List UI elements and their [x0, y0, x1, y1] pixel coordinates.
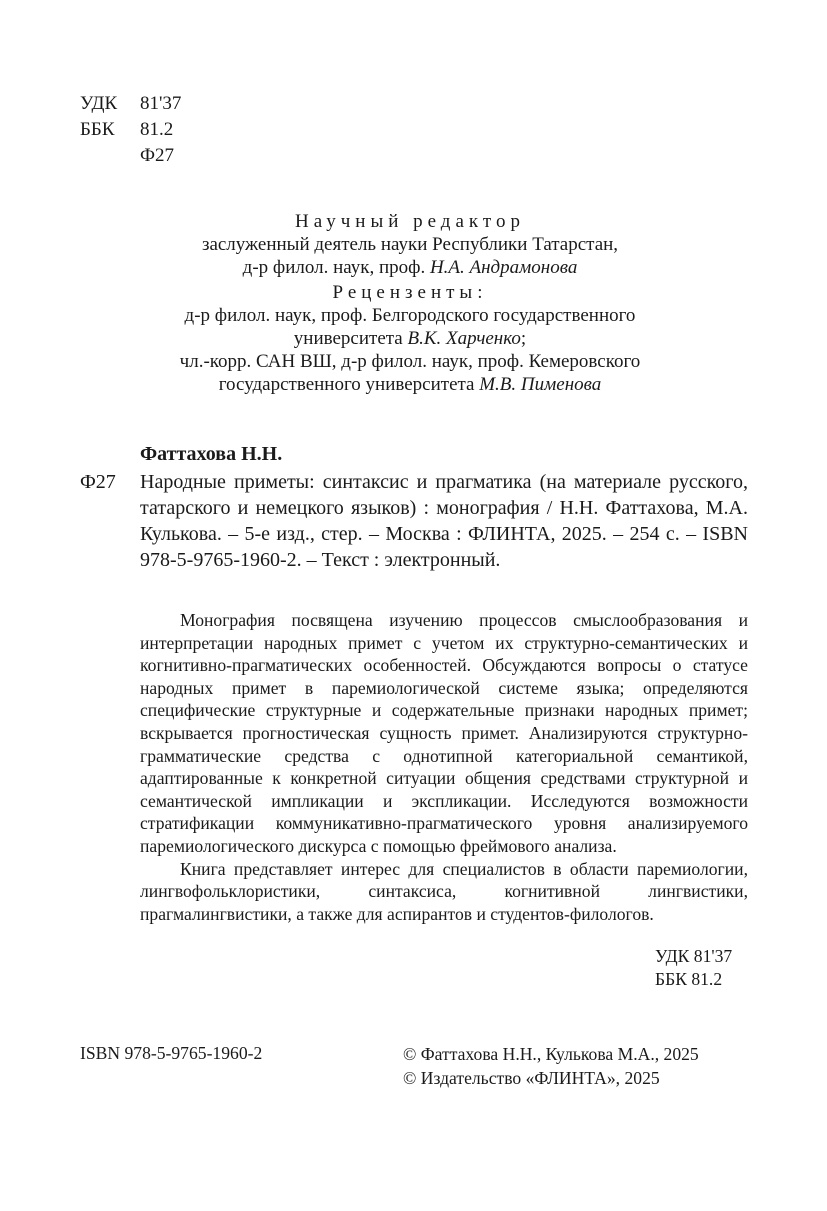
editor-heading: Научный редактор	[295, 211, 525, 232]
author-sign: Ф27	[140, 145, 175, 166]
reviewer2-line2	[140, 373, 680, 396]
editor-name: Н.А. Андрамонова	[429, 257, 578, 278]
editor-line1: заслуженный деятель науки Республики Татарстан,	[201, 234, 619, 255]
entry-description-block	[140, 469, 748, 573]
abstract-block	[140, 609, 748, 925]
bbk-label: ББК	[80, 119, 115, 140]
bbk-row	[80, 117, 181, 143]
reviewer1-name: В.К. Харченко	[407, 328, 521, 349]
entry-description: Народные приметы: синтаксис и прагматика (на материале русского, татарского и немецкого языков) : монография / Н.Н. Фаттахова, М.А. Кулькова. – 5-е изд., стер. – Москва : ФЛИНТА, 2025. – 254 с. – ISBN 978-5-9765-1960-2. – Текст : электронный.	[140, 471, 748, 571]
abstract-codes	[655, 945, 732, 991]
editor-degree: д-р филол. наук, проф.	[242, 257, 430, 278]
entry-author: Фаттахова Н.Н.	[140, 443, 283, 465]
abstract-paragraph-1: Монография посвящена изучению процессов смыслообразования и интерпретации народных примет с учетом их структурно-семантических и когнитивно-прагматических особенностей. Обсуждаются вопросы о статусе народных примет в паремиологической системе языка; определяются специфические структурные и содержательные признаки народных примет; вскрывается прогностическая сущность примет. Анализируются структурно-грамматические средства с однотипной категориальной семантикой, адаптированные к конкретной ситуации общения средствами структурной и семантической импликации и экспликации. Исследуются возможности стратификации коммуникативно-прагматического уровня анализируемого паремиологического дискурса с помощью фреймового анализа.	[140, 610, 748, 856]
reviewer2-line1: чл.-корр. САН ВШ, д-р филол. наук, проф. Кемеровского	[179, 351, 641, 372]
reviewer1-line2	[140, 327, 680, 350]
reviewer1-line1: д-р филол. наук, проф. Белгородского государственного	[184, 305, 636, 326]
udk-label: УДК	[80, 93, 118, 114]
udk-row	[80, 91, 181, 117]
footer-copyrights	[403, 1043, 699, 1090]
abstract-bbk: ББК 81.2	[655, 969, 723, 989]
footer-isbn: ISBN 978-5-9765-1960-2	[80, 1043, 263, 1063]
copyright-publisher: © Издательство «ФЛИНТА», 2025	[403, 1067, 660, 1088]
credits-block	[140, 210, 680, 396]
reviewer1-affiliation: университета	[293, 328, 408, 349]
classification-block	[80, 91, 181, 169]
udk-value: 81'37	[140, 93, 182, 114]
copyright-authors: © Фаттахова Н.Н., Кулькова М.А., 2025	[403, 1044, 699, 1064]
abstract-paragraph-2: Книга представляет интерес для специалистов в области паремиологии, лингвофольклористики, синтаксиса, когнитивной лингвистики, прагмалингвистики, а также для аспирантов и студентов-филологов.	[140, 858, 748, 924]
author-sign-row	[80, 143, 181, 169]
reviewer2-affiliation: государственного университета	[218, 374, 480, 395]
abstract-udk: УДК 81'37	[655, 946, 733, 966]
bbk-value: 81.2	[140, 119, 174, 140]
entry-shelf-mark: Ф27	[80, 471, 116, 493]
reviewer2-name: М.В. Пименова	[479, 374, 602, 395]
reviewer1-separator: ;	[520, 328, 527, 349]
editor-line2	[140, 256, 680, 279]
reviewers-heading: Рецензенты:	[332, 282, 488, 303]
